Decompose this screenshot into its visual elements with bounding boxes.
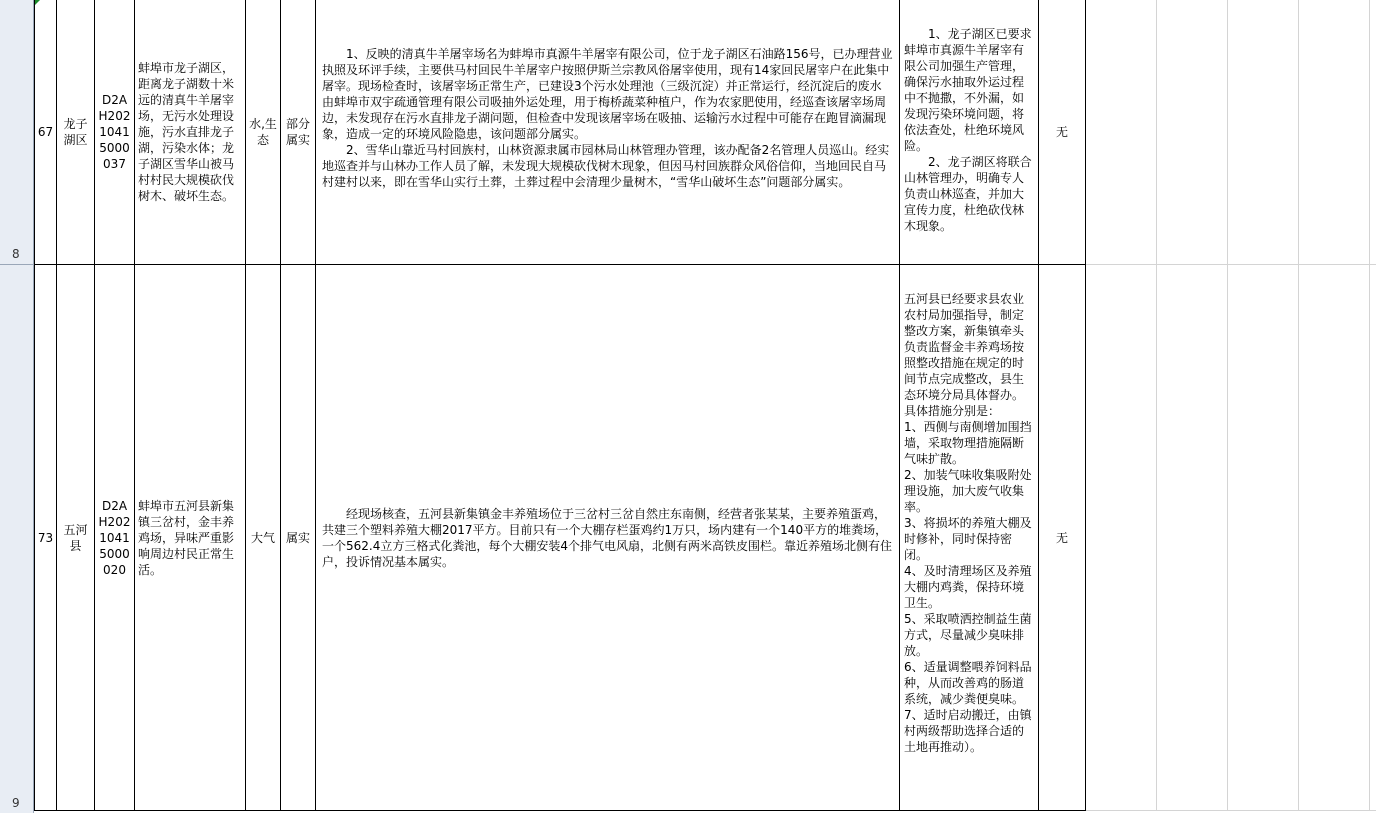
cell-findings[interactable]	[316, 0, 900, 265]
cell-measures[interactable]	[900, 0, 1039, 265]
district-value: 五河县	[63, 522, 88, 553]
measures-item: 6、适量调整喂养饲料品种，从而改善鸡的肠道系统，减少粪便臭味。	[904, 660, 1032, 706]
remark-value: 无	[1055, 530, 1068, 545]
cell-seq[interactable]	[34, 0, 57, 265]
cell-type[interactable]	[246, 0, 281, 265]
cell-type[interactable]	[246, 265, 281, 811]
findings-paragraph: 1、反映的清真牛羊屠宰场名为蚌埠市真源牛羊屠宰有限公司，位于龙子湖区石油路156号，已办理营业执照及环评手续，主要供马村回民牛羊屠宰户按照伊斯兰宗教风俗屠宰使用，现有14家回民屠宰户在此集中屠宰。现场检查时，该屠宰场正常生产，已建设3个污水处理池（三级沉淀）并正常运行，经沉淀后的废水由蚌埠市双宇疏通管理有限公司吸抽外运处理，用于梅桥蔬菜种植户，作为农家肥使用，经巡查该屠宰场周边，未发现存在污水直排龙子湖问题，但检查中发现该屠宰场在吸抽、运输污水过程中可能存在跑冒滴漏现象，造成一定的环境风险隐患，该问题部分属实。	[322, 47, 893, 141]
empty-cell[interactable]	[1228, 265, 1299, 811]
complaint-text: 蚌埠市龙子湖区，距离龙子湖数十米远的清真牛羊屠宰场，无污水处理设施，污水直排龙子湖，污染水体；龙子湖区雪华山被马村村民大规模砍伐树木、破坏生态。	[138, 61, 235, 203]
cell-findings[interactable]	[316, 265, 900, 811]
measures-item: 3、将损坏的养殖大棚及时修补，同时保持密闭。	[904, 516, 1032, 562]
cell-measures[interactable]	[900, 265, 1039, 811]
empty-cell[interactable]	[1299, 265, 1370, 811]
code-value: D2AH20210415000020	[98, 498, 131, 577]
cell-district[interactable]	[57, 265, 95, 811]
cell-code[interactable]	[95, 265, 135, 811]
empty-cell[interactable]	[1157, 265, 1228, 811]
cell-verdict[interactable]	[281, 265, 316, 811]
empty-cell[interactable]	[1370, 0, 1376, 265]
code-value: D2AH20210415000037	[98, 93, 131, 171]
measures-paragraph: 2、龙子湖区将联合山林管理办，明确专人负责山林巡查，并加大宣传力度，杜绝砍伐林木现象。	[904, 155, 1032, 233]
empty-cell[interactable]	[1086, 265, 1157, 811]
empty-cell[interactable]	[1157, 0, 1228, 265]
measures-item: 4、及时清理场区及养殖大棚内鸡粪，保持环境卫生。	[904, 564, 1032, 610]
cell-district[interactable]	[57, 0, 95, 265]
cell-verdict[interactable]	[281, 0, 316, 265]
type-value: 水,生态	[249, 117, 277, 147]
empty-cell[interactable]	[1228, 0, 1299, 265]
row-number: 9	[12, 796, 20, 810]
row-header-9[interactable]	[0, 265, 34, 813]
cell-seq[interactable]	[34, 265, 57, 811]
cell-complaint[interactable]	[135, 0, 246, 265]
verdict-value: 部分属实	[285, 117, 310, 147]
empty-cell[interactable]	[1370, 265, 1376, 811]
seq-value: 67	[37, 125, 54, 139]
measures-paragraph: 1、龙子湖区已要求蚌埠市真源牛羊屠宰有限公司加强生产管理，确保污水抽取外运过程中不抛撒，不外漏，如发现污染环境问题，将依法查处，杜绝环境风险。	[904, 27, 1032, 153]
empty-cell[interactable]	[1299, 0, 1370, 265]
measures-item: 1、西侧与南侧增加围挡墙，采取物理措施隔断气味扩散。	[904, 420, 1032, 466]
type-value: 大气	[250, 530, 275, 545]
seq-value: 73	[37, 530, 54, 545]
cell-complaint[interactable]	[135, 265, 246, 811]
cell-code[interactable]	[95, 0, 135, 265]
remark-value: 无	[1055, 125, 1068, 139]
measures-intro: 五河县已经要求县农业农村局加强指导，制定整改方案，新集镇牵头负责监督金丰养鸡场按照整改措施在规定的时间节点完成整改，县生态环境分局具体督办。具体措施分别是：	[904, 292, 1025, 418]
measures-item: 7、适时启动搬迁，由镇村两级帮助选择合适的土地再推动）。	[904, 708, 1032, 754]
row-header-8[interactable]	[0, 0, 34, 265]
cell-remark[interactable]	[1039, 265, 1086, 811]
district-value: 龙子湖区	[63, 117, 88, 147]
measures-item: 2、加装气味收集吸附处理设施，加大废气收集率。	[904, 468, 1032, 514]
measures-item: 5、采取喷洒控制益生菌方式，尽量减少臭味排放。	[904, 612, 1032, 658]
verdict-value: 属实	[285, 530, 310, 545]
findings-paragraph: 2、雪华山靠近马村回族村，山林资源隶属市园林局山林管理办管理，该办配备2名管理人员巡山。经实地巡查并与山林办工作人员了解，未发现大规模砍伐树木现象，但因马村回族群众风俗信仰，当地回民自马村建村以来，即在雪华山实行土葬，土葬过程中会清理少量树木，“雪华山破坏生态”问题部分属实。	[322, 143, 890, 189]
cell-remark[interactable]	[1039, 0, 1086, 265]
empty-cell[interactable]	[1086, 0, 1157, 265]
row-number: 8	[12, 247, 20, 261]
findings-paragraph: 经现场核查，五河县新集镇金丰养殖场位于三岔村三岔自然庄东南侧，经营者张某某，主要养殖蛋鸡，共建三个塑料养殖大棚2017平方。目前只有一个大棚存栏蛋鸡约1万只，场内建有一个140平方的堆粪场，一个562.4立方三格式化粪池，每个大棚安装4个排气电风扇，北侧有两米高铁皮围栏。靠近养殖场北侧有住户，投诉情况基本属实。	[322, 506, 892, 569]
complaint-text: 蚌埠市五河县新集镇三岔村，金丰养鸡场，异味严重影响周边村民正常生活。	[138, 498, 235, 577]
